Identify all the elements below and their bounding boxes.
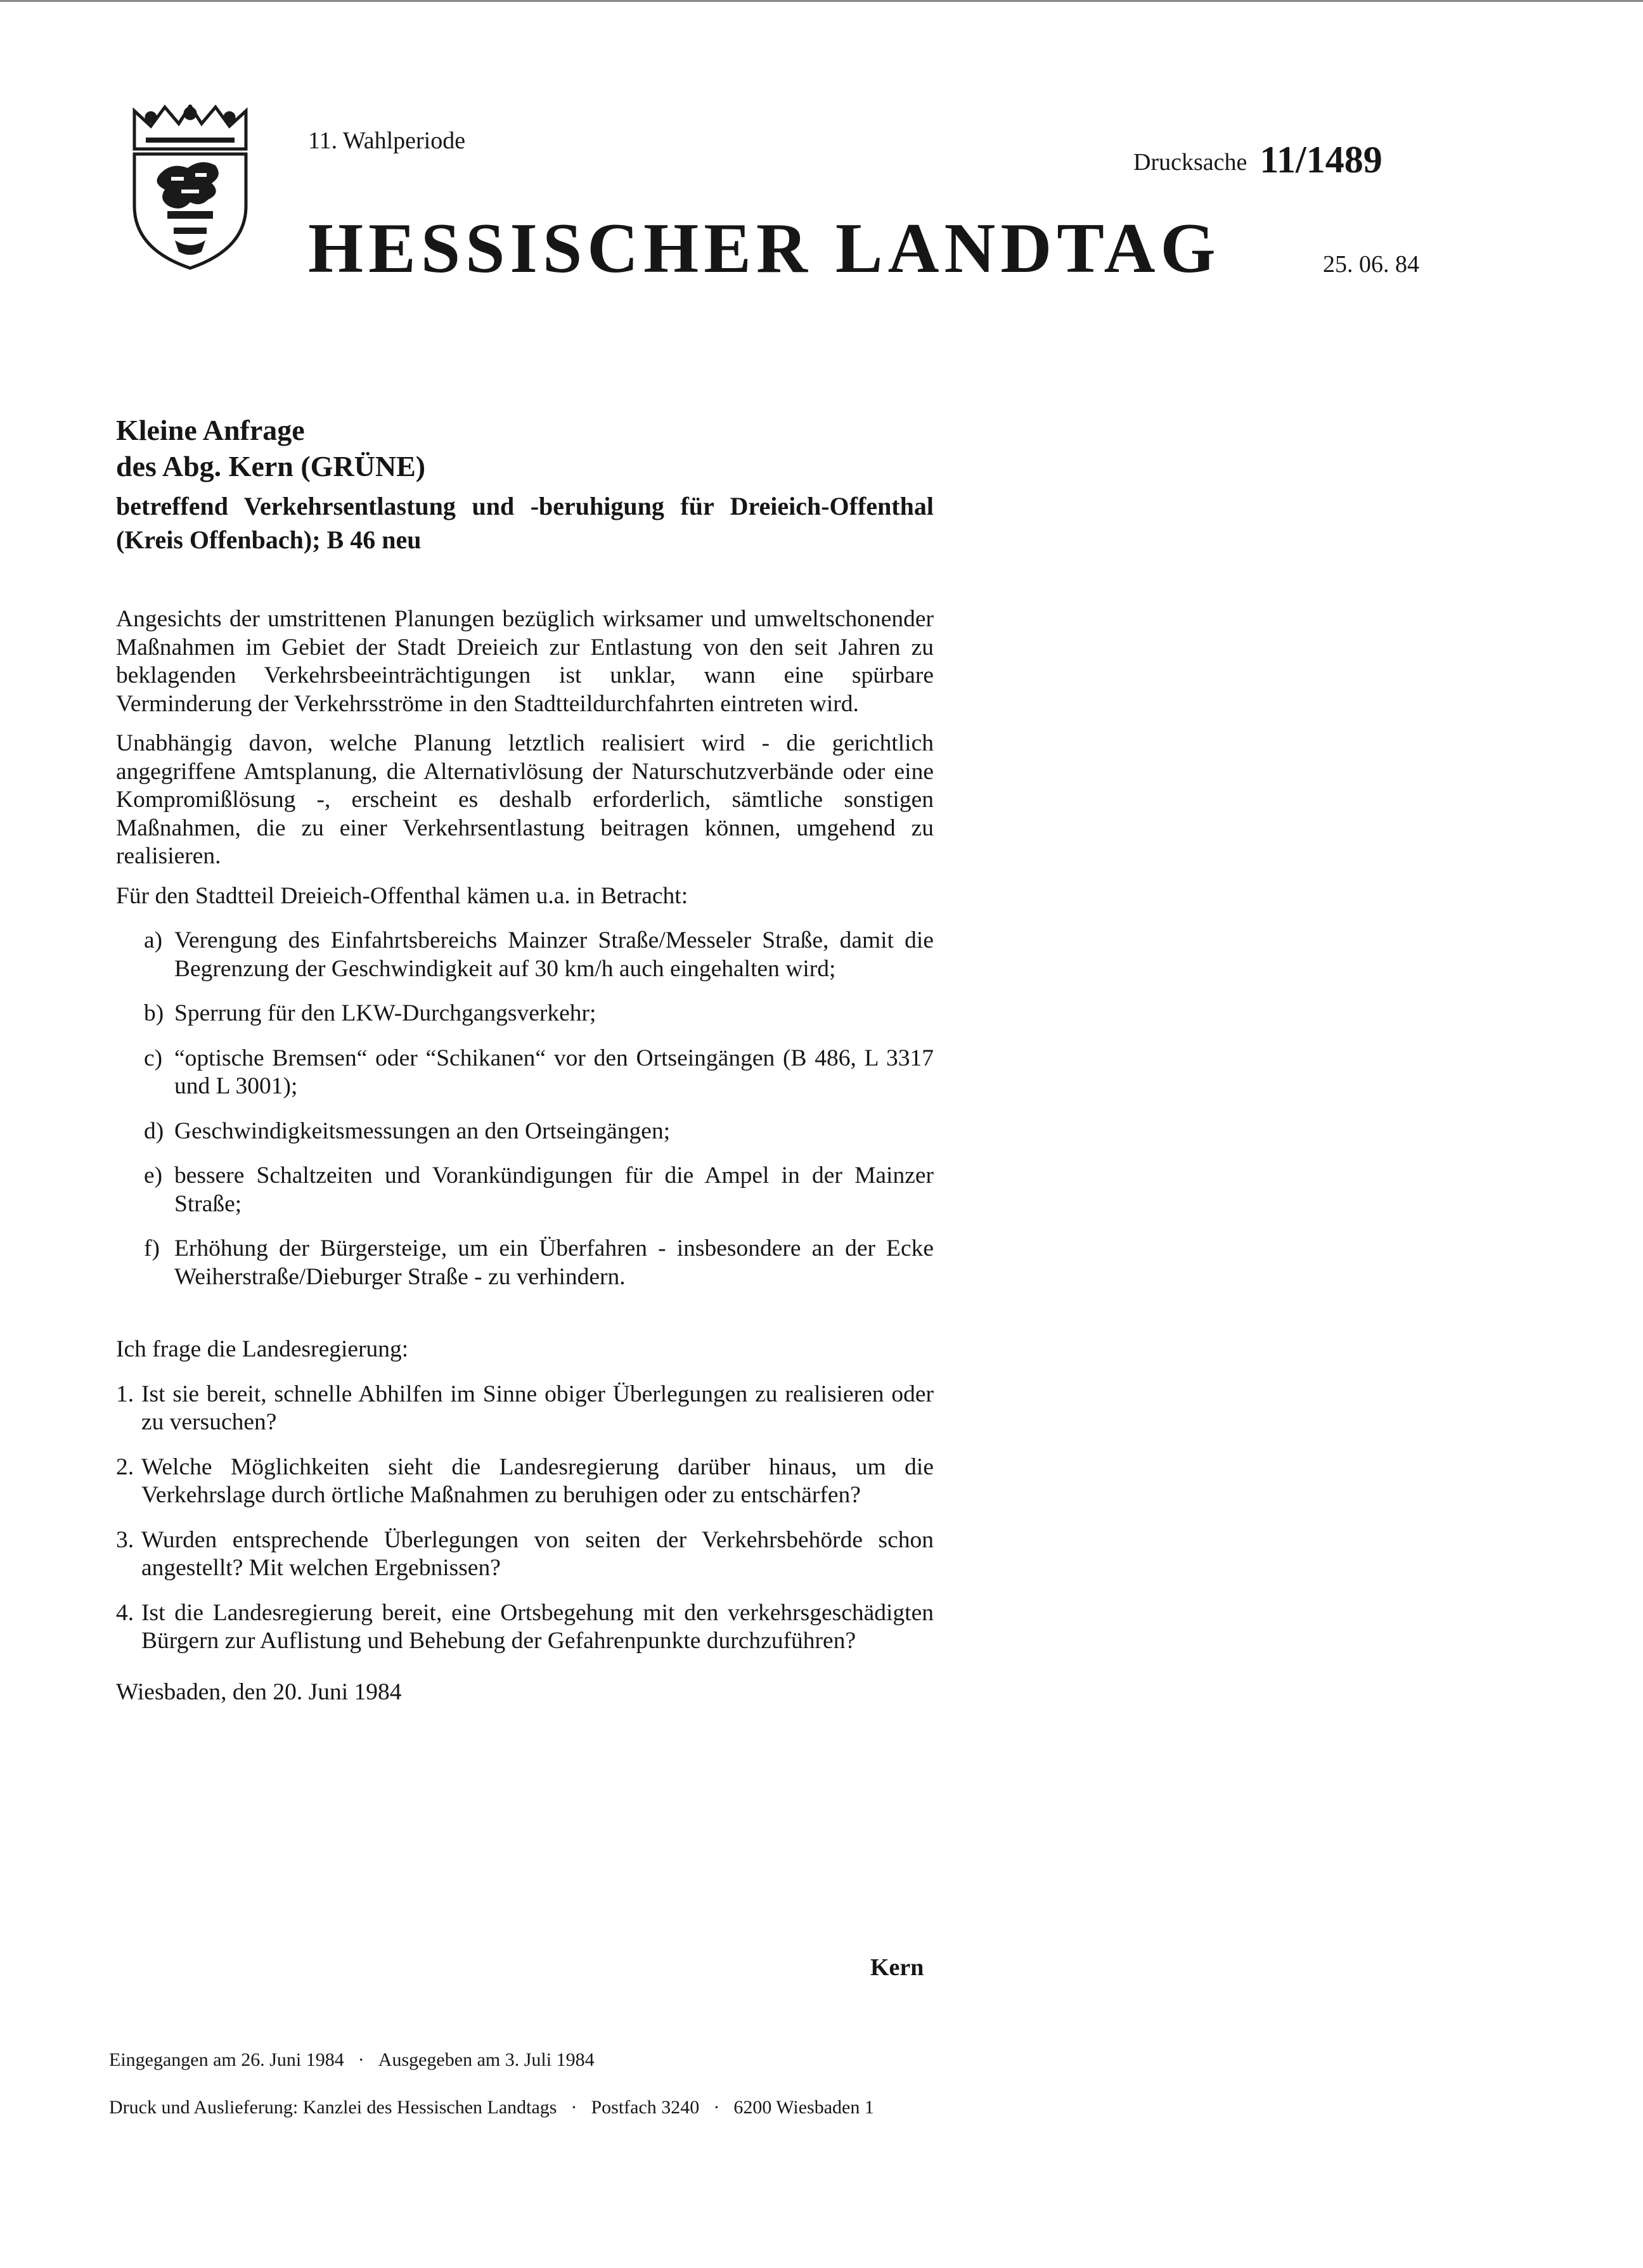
separator: · [570, 2097, 577, 2118]
inquiry-heading [116, 412, 934, 557]
list-item: 4. Ist die Landesregierung bereit, eine Ortsbegehung mit den verkehrsgeschädigten Bürgern zur Auflistung und Behebung der Gefahrenpunkte durchzuführen? [116, 1599, 934, 1654]
list-item: e) bessere Schaltzeiten und Vorankündigungen für die Ampel in der Mainzer Straße; [144, 1163, 934, 1217]
list-item: a) Verengung des Einfahrtsbereichs Mainzer Straße/Messeler Straße, damit die Begrenzung der Geschwindigkeit auf 30 km/h auch eingehalten wird; [144, 927, 934, 982]
inquiry-subject: betreffend Verkehrsentlastung und -beruhigung für Dreieich-Offenthal (Kreis Offenbach); B 46 neu [116, 492, 934, 554]
list-item: 1. Ist sie bereit, schnelle Abhilfen im Sinne obiger Überlegungen zu realisieren oder zu versuchen? [116, 1381, 934, 1435]
list-item: 2. Welche Möglichkeiten sieht die Landesregierung darüber hinaus, um die Verkehrslage durch örtliche Maßnahmen zu beruhigen oder zu entschärfen? [116, 1453, 934, 1508]
signature: Kern [870, 1954, 924, 1981]
page-title: HESSISCHER LANDTAG [308, 209, 1221, 288]
paragraph: Für den Stadtteil Dreieich-Offenthal kämen u.a. in Betracht: [116, 882, 688, 909]
separator: · [713, 2097, 720, 2118]
inquiry-type: Kleine Anfrage [116, 414, 305, 446]
list-item: c) “optische Bremsen“ oder “Schikanen“ vor den Ortseingängen (B 486, L 3317 und L 3001); [144, 1045, 934, 1099]
issued-date: Ausgegeben am 3. Juli 1984 [378, 2049, 595, 2070]
city: 6200 Wiesbaden 1 [733, 2097, 874, 2118]
drucksache-label: Drucksache [1133, 149, 1247, 176]
hessen-coat-of-arms-icon [127, 105, 254, 271]
list-item: d) Geschwindigkeitsmessungen an den Ortseingängen; [144, 1118, 671, 1144]
measures-list [144, 927, 934, 1291]
printer-info: Druck und Auslieferung: Kanzlei des Hessischen Landtags [109, 2097, 557, 2118]
drucksache-number: 11/1489 [1260, 139, 1382, 181]
inquiry-author: des Abg. Kern (GRÜNE) [116, 450, 426, 482]
paragraph: Unabhängig davon, welche Planung letztlich realisiert wird - die gerichtlich angegriffene Amtsplanung, die Alternativlösung der Naturschutzverbände oder eine Kompromißlösung -, erscheint es deshalb erforderlich, sämtliche sonstigen Maßnahmen, die zu einer Verkehrsentlastung beitragen können, umgehend zu realisieren. [116, 730, 934, 869]
received-date: Eingegangen am 26. Juni 1984 [109, 2049, 344, 2070]
legislative-period: 11. Wahlperiode [308, 127, 466, 154]
document-number [1133, 138, 1382, 182]
questions-list [116, 1381, 934, 1656]
document-body [116, 605, 934, 1706]
scan-edge-line [0, 0, 1643, 2]
separator: · [358, 2049, 364, 2070]
place-date: Wiesbaden, den 20. Juni 1984 [116, 1678, 402, 1705]
question-intro: Ich frage die Landesregierung: [116, 1336, 409, 1362]
list-item: b) Sperrung für den LKW-Durchgangsverkehr; [144, 1000, 596, 1026]
footer-dates [109, 2049, 595, 2071]
postfach: Postfach 3240 [591, 2097, 700, 2118]
footer-printer [109, 2097, 874, 2118]
document-date: 25. 06. 84 [1323, 251, 1419, 278]
list-item: f) Erhöhung der Bürgersteige, um ein Überfahren - insbesondere an der Ecke Weiherstraße/Dieburger Straße - zu verhindern. [144, 1235, 934, 1290]
list-item: 3. Wurden entsprechende Überlegungen von seiten der Verkehrsbehörde schon angestellt? Mit welchen Ergebnissen? [116, 1526, 934, 1581]
paragraph: Angesichts der umstrittenen Planungen bezüglich wirksamer und umweltschonender Maßnahmen im Gebiet der Stadt Dreieich zur Entlastung von den seit Jahren zu beklagenden Verkehrsbeeinträchtigungen ist unklar, wann eine spürbare Verminderung der Verkehrsströme in den Stadtteildurchfahrten eintreten wird. [116, 606, 934, 717]
